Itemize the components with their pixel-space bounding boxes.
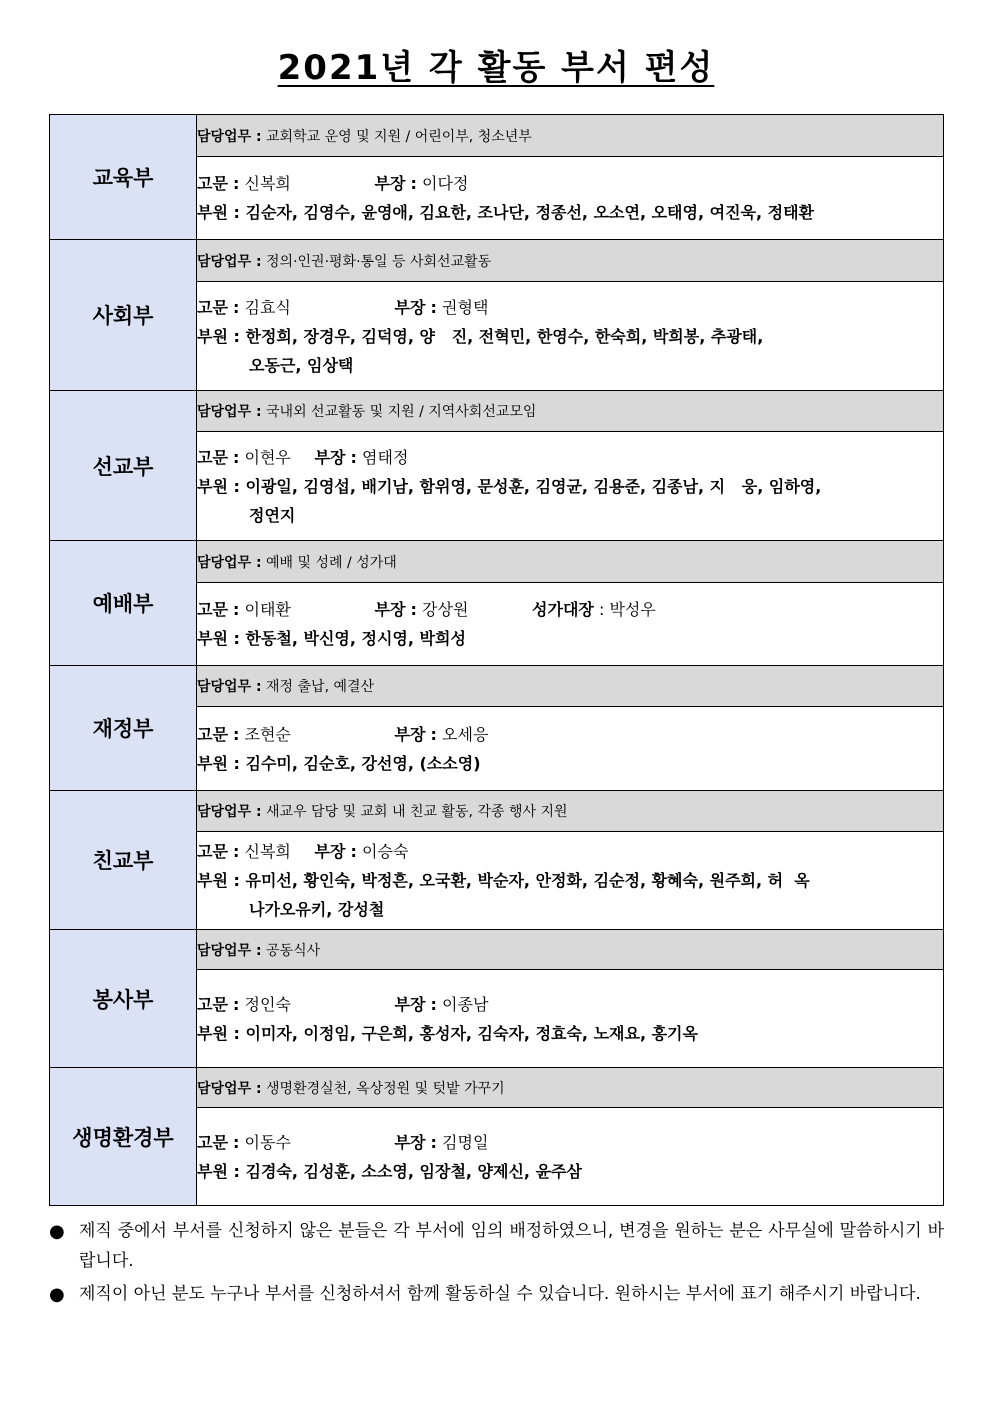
duty-label: 담당업무 :: [197, 128, 262, 145]
members-label: 부원: [197, 1023, 228, 1043]
colon: :: [233, 447, 240, 467]
table-row: [50, 115, 944, 157]
duty-text: 공동식사: [266, 942, 321, 959]
colon: :: [233, 1161, 240, 1181]
colon: :: [430, 297, 437, 317]
colon: :: [233, 297, 240, 317]
duty-text: 예배 및 성례 / 성가대: [266, 554, 397, 571]
department-name: 재정부: [50, 666, 197, 791]
colon: :: [350, 447, 357, 467]
colon: :: [233, 994, 240, 1014]
members-label: 부원: [197, 326, 228, 346]
table-row: [50, 1068, 944, 1108]
duty-cell: [197, 666, 944, 707]
advisor-name: 조현순: [244, 724, 291, 744]
members-label: 부원: [197, 1161, 228, 1181]
staff-line: [197, 293, 943, 322]
members-cell: [197, 432, 944, 541]
page-title: [0, 40, 992, 89]
members-cell: [197, 583, 944, 666]
members-cell: [197, 282, 944, 391]
members-list: 한정희, 장경우, 김덕영, 양 진, 전혁민, 한영수, 한숙희, 박희봉, 추광태,: [245, 326, 764, 346]
head-name: 이승숙: [362, 842, 409, 861]
members-cell: [197, 970, 944, 1068]
staff-line: [197, 443, 943, 472]
members-label: 부원: [197, 871, 228, 890]
colon: :: [233, 1023, 240, 1043]
duty-label: 담당업무 :: [197, 942, 262, 959]
table-row: [50, 541, 944, 583]
members-list: 김수미, 김순호, 강선영, (소소영): [245, 753, 481, 773]
members-line-continued: [197, 895, 943, 924]
duty-text: 새교우 담당 및 교회 내 친교 활동, 각종 행사 지원: [266, 804, 568, 820]
advisor-name: 이현우: [244, 447, 291, 467]
department-name: 선교부: [50, 391, 197, 541]
advisor-label: 고문: [197, 447, 228, 467]
advisor-name: 이태환: [244, 600, 291, 619]
colon: :: [410, 174, 417, 193]
page-title-text: 2021년 각 활동 부서 편성: [277, 48, 715, 88]
members-list-continued: 정연지: [249, 505, 296, 525]
table-row: [50, 666, 944, 707]
duty-text: 재정 출납, 예결산: [266, 679, 375, 695]
members-line: [197, 1019, 943, 1048]
head-name: 염태정: [362, 447, 409, 467]
colon: :: [430, 724, 437, 744]
colon: :: [350, 842, 357, 861]
advisor-name: 신복희: [244, 174, 291, 193]
head-name: 김명일: [442, 1132, 489, 1152]
department-name: 봉사부: [50, 930, 197, 1068]
staff-line: [197, 1128, 943, 1157]
head-name: 권형택: [442, 297, 489, 317]
head-label: 부장: [394, 297, 426, 317]
table-row: [50, 791, 944, 832]
duty-label: 담당업무 :: [197, 253, 262, 270]
colon: :: [233, 1132, 240, 1152]
advisor-label: 고문: [197, 994, 228, 1014]
members-cell: [197, 157, 944, 240]
head-label: 부장: [314, 842, 346, 861]
duty-cell: [197, 240, 944, 282]
staff-line: [197, 169, 943, 198]
duty-cell: [197, 115, 944, 157]
colon: :: [233, 600, 240, 619]
colon: :: [233, 476, 240, 496]
members-line: [197, 624, 943, 653]
members-list: 김순자, 김영수, 윤영애, 김요한, 조나단, 정종선, 오소연, 오태영, 여진욱, 정태환: [245, 203, 815, 222]
members-list: 김경숙, 김성훈, 소소영, 임장철, 양제신, 윤주삼: [245, 1161, 582, 1181]
duty-text: 교회학교 운영 및 지원 / 어린이부, 청소년부: [266, 128, 532, 145]
colon: :: [233, 326, 240, 346]
advisor-name: 김효식: [244, 297, 291, 317]
choir-leader-name: 박성우: [609, 600, 656, 619]
duty-label: 담당업무 :: [197, 1080, 262, 1097]
head-name: 오세응: [442, 724, 489, 744]
staff-line: [197, 990, 943, 1019]
members-label: 부원: [197, 203, 228, 222]
head-name: 이종남: [442, 994, 489, 1014]
members-label: 부원: [197, 476, 228, 496]
colon: :: [430, 994, 437, 1014]
advisor-label: 고문: [197, 842, 228, 861]
table-row: [50, 391, 944, 432]
bullet-icon: ●: [49, 1284, 65, 1305]
members-label: 부원: [197, 629, 228, 648]
head-label: 부장: [394, 724, 426, 744]
advisor-label: 고문: [197, 174, 228, 193]
note-text: 제직이 아닌 분도 누구나 부서를 신청하셔서 함께 활동하실 수 있습니다. 원하시는 부서에 표기 해주시기 바랍니다.: [79, 1284, 921, 1304]
members-list-continued: 오동근, 임상택: [249, 355, 354, 375]
colon: :: [233, 842, 240, 861]
duty-label: 담당업무 :: [197, 804, 262, 820]
duty-cell: [197, 791, 944, 832]
colon: :: [233, 174, 240, 193]
members-list: 이미자, 이정임, 구은희, 홍성자, 김숙자, 정효숙, 노재요, 홍기옥: [245, 1023, 698, 1043]
table-row: [50, 930, 944, 970]
note-item: [49, 1279, 944, 1309]
duty-label: 담당업무 :: [197, 679, 262, 695]
colon: :: [233, 629, 240, 648]
members-line: [197, 472, 943, 501]
colon: :: [410, 600, 417, 619]
head-label: 부장: [374, 174, 406, 193]
members-line: [197, 866, 943, 895]
advisor-label: 고문: [197, 600, 228, 619]
members-cell: [197, 1108, 944, 1206]
colon: :: [598, 600, 605, 619]
colon: :: [430, 1132, 437, 1152]
colon: :: [233, 724, 240, 744]
department-name: 예배부: [50, 541, 197, 666]
department-name: 친교부: [50, 791, 197, 930]
head-label: 부장: [314, 447, 346, 467]
bullet-icon: ●: [49, 1221, 65, 1242]
colon: :: [233, 203, 240, 222]
members-line-continued: [197, 501, 943, 530]
duty-label: 담당업무 :: [197, 404, 262, 420]
note-text: 제직 중에서 부서를 신청하지 않은 분들은 각 부서에 임의 배정하였으니, 변경을 원하는 분은 사무실에 말씀하시기 바랍니다.: [79, 1221, 944, 1271]
duty-cell: [197, 541, 944, 583]
department-name: 교육부: [50, 115, 197, 240]
members-label: 부원: [197, 753, 228, 773]
head-name: 이다정: [422, 174, 469, 193]
duty-text: 정의·인권·평화·통일 등 사회선교활동: [266, 253, 492, 270]
members-cell: [197, 707, 944, 791]
advisor-label: 고문: [197, 1132, 228, 1152]
department-name: 생명환경부: [50, 1068, 197, 1206]
members-line: [197, 322, 943, 351]
advisor-name: 정인숙: [244, 994, 291, 1014]
duty-text: 생명환경실천, 옥상정원 및 텃밭 가꾸기: [266, 1080, 505, 1097]
members-list: 한동철, 박신영, 정시영, 박희성: [245, 629, 466, 648]
department-table: [49, 114, 944, 1206]
members-line-continued: [197, 351, 943, 380]
duty-cell: [197, 930, 944, 970]
head-label: 부장: [394, 1132, 426, 1152]
colon: :: [233, 753, 240, 773]
members-list: 유미선, 황인숙, 박정흔, 오국환, 박순자, 안정화, 김순정, 황혜숙, 원주희, 허 옥: [245, 871, 810, 890]
duty-label: 담당업무 :: [197, 554, 262, 571]
duty-text: 국내외 선교활동 및 지원 / 지역사회선교모임: [266, 404, 537, 420]
advisor-name: 이동수: [244, 1132, 291, 1152]
members-cell: [197, 832, 944, 930]
duty-cell: [197, 1068, 944, 1108]
members-line: [197, 198, 943, 227]
head-name: 강상원: [422, 600, 469, 619]
note-item: [49, 1216, 944, 1276]
colon: :: [233, 871, 240, 890]
table-row: [50, 240, 944, 282]
notes: [49, 1216, 944, 1312]
department-name: 사회부: [50, 240, 197, 391]
staff-line: [197, 595, 943, 624]
advisor-name: 신복희: [244, 842, 291, 861]
duty-cell: [197, 391, 944, 432]
members-line: [197, 749, 943, 778]
members-list-continued: 나가오유키, 강성철: [249, 900, 385, 919]
members-line: [197, 1157, 943, 1186]
advisor-label: 고문: [197, 724, 228, 744]
staff-line: [197, 720, 943, 749]
choir-leader-label: 성가대장: [532, 600, 594, 619]
staff-line: [197, 837, 943, 866]
head-label: 부장: [394, 994, 426, 1014]
members-list: 이광일, 김영섭, 배기남, 함위영, 문성훈, 김영균, 김용준, 김종남, 지 웅, 임하영,: [245, 476, 822, 496]
head-label: 부장: [374, 600, 406, 619]
advisor-label: 고문: [197, 297, 228, 317]
